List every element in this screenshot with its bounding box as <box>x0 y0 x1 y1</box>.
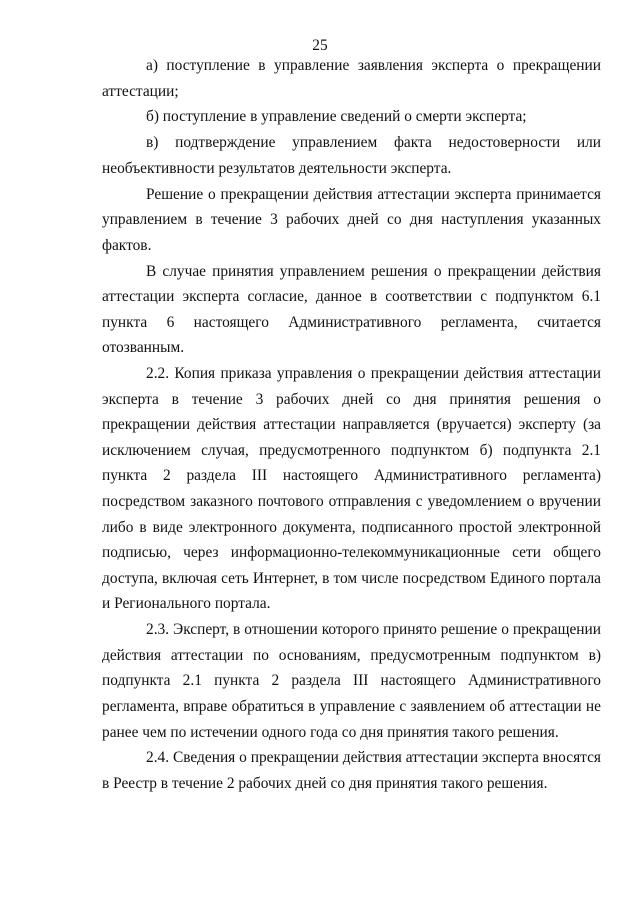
page-number: 25 <box>312 37 328 54</box>
paragraph-2-2: 2.2. Копия приказа управления о прекращении действия аттестации эксперта в течение 3 рабочих дней со дня принятия решения о прекращении действия аттестации направляется (вручается) эксперту (за исключением случая, предусмотренного подпунктом б) подпункта 2.1 пункта 2 раздела III настоящего Административного регламента) посредством заказного почтового отправления с уведомлением о вручении либо в виде электронного документа, подписанного простой электронной подписью, через информационно-телекоммуникационные сети общего доступа, включая сеть Интернет, в том числе посредством Единого портала и Регионального портала. <box>102 365 601 613</box>
paragraph-subitem-v: в) подтверждение управлением факта недостоверности или необъективности результатов деятельности эксперта. <box>102 134 601 177</box>
paragraph-subitem-a: а) поступление в управление заявления эксперта о прекращении аттестации; <box>102 57 601 100</box>
document-body <box>102 53 601 797</box>
paragraph-2-4: 2.4. Сведения о прекращении действия аттестации эксперта вносятся в Реестр в течение 2 рабочих дней со дня принятия такого решения. <box>102 749 601 792</box>
paragraph-2-3: 2.3. Эксперт, в отношении которого принято решение о прекращении действия аттестации по основаниям, предусмотренным подпунктом в) подпункта 2.1 пункта 2 раздела III настоящего Административного регламента, вправе обратиться в управление с заявлением об аттестации не ранее чем по истечении одного года со дня принятия такого решения. <box>102 621 601 741</box>
paragraph-subitem-b: б) поступление в управление сведений о смерти эксперта; <box>146 108 527 126</box>
paragraph-decision-timing: Решение о прекращении действия аттестации эксперта принимается управлением в течение 3 рабочих дней со дня наступления указанных фактов. <box>102 185 601 254</box>
paragraph-consent-withdrawn: В случае принятия управлением решения о прекращении действия аттестации эксперта согласие, данное в соответствии с подпунктом 6.1 пункта 6 настоящего Административного регламента, считается отозванным. <box>102 262 601 357</box>
